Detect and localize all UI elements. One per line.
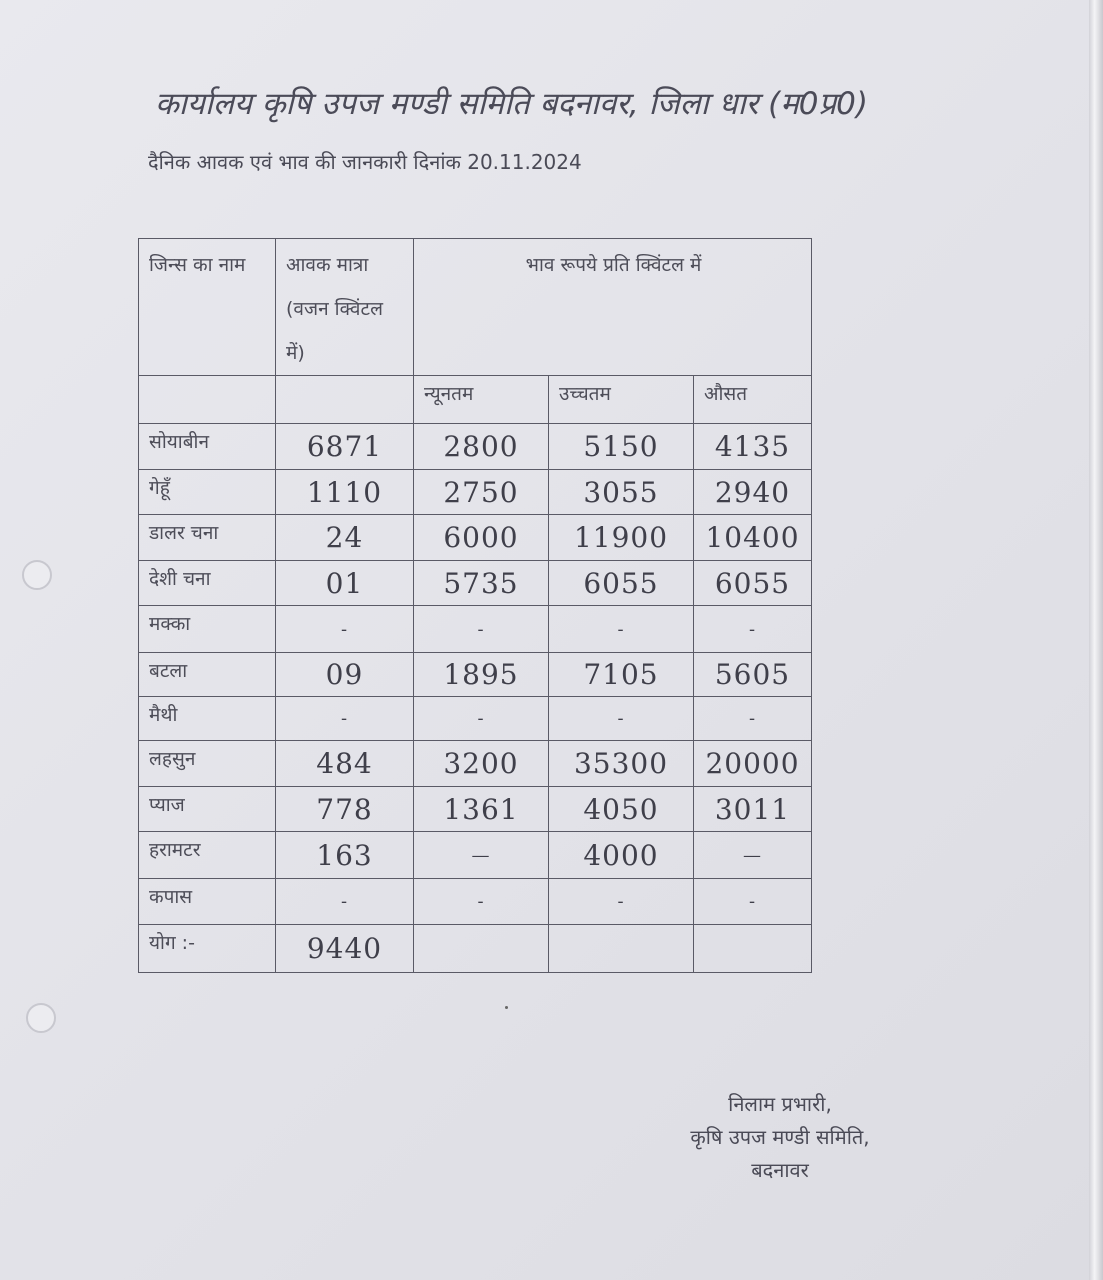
arrival-quantity: 09 [276, 653, 414, 697]
table-row [139, 697, 812, 741]
commodity-name: हरामटर [139, 832, 276, 879]
avg-price: 5605 [694, 653, 812, 697]
table-row [139, 470, 812, 515]
commodity-name: गेहूँ [139, 470, 276, 515]
header-empty-arrival [276, 376, 414, 424]
min-price: 1895 [414, 653, 549, 697]
max-price: 5150 [549, 424, 694, 470]
avg-price: - [694, 879, 812, 925]
table-row [139, 879, 812, 925]
header-arrival-quantity: आवक मात्रा (वजन क्विंटल में) [276, 239, 414, 376]
commodity-name: डालर चना [139, 515, 276, 561]
max-price: - [549, 879, 694, 925]
commodity-rows [139, 424, 812, 925]
signature-line-3: बदनावर [751, 1158, 809, 1182]
max-price: 7105 [549, 653, 694, 697]
signature-line-1: निलाम प्रभारी, [728, 1092, 832, 1116]
min-price: - [414, 879, 549, 925]
table-row [139, 787, 812, 832]
table-row [139, 606, 812, 653]
price-table [138, 238, 812, 973]
max-price: - [549, 606, 694, 653]
total-arrival: 9440 [276, 925, 414, 973]
avg-price: 10400 [694, 515, 812, 561]
table-row [139, 515, 812, 561]
commodity-name: मक्का [139, 606, 276, 653]
header-avg-price: औसत [694, 376, 812, 424]
avg-price: — [694, 832, 812, 879]
header-min-price: न्यूनतम [414, 376, 549, 424]
commodity-name: मैथी [139, 697, 276, 741]
avg-price: 4135 [694, 424, 812, 470]
commodity-name: लहसुन [139, 741, 276, 787]
avg-price: 3011 [694, 787, 812, 832]
total-empty-max [549, 925, 694, 973]
signature-block [650, 1088, 910, 1187]
min-price: 6000 [414, 515, 549, 561]
arrival-quantity: - [276, 879, 414, 925]
max-price: 11900 [549, 515, 694, 561]
arrival-quantity: 24 [276, 515, 414, 561]
max-price: 4050 [549, 787, 694, 832]
min-price: — [414, 832, 549, 879]
min-price: 2800 [414, 424, 549, 470]
max-price: - [549, 697, 694, 741]
ink-dot [505, 1006, 508, 1009]
avg-price: 2940 [694, 470, 812, 515]
arrival-quantity: 1110 [276, 470, 414, 515]
min-price: 2750 [414, 470, 549, 515]
arrival-quantity: 6871 [276, 424, 414, 470]
table-row [139, 653, 812, 697]
avg-price: 6055 [694, 561, 812, 606]
min-price: 1361 [414, 787, 549, 832]
total-empty-min [414, 925, 549, 973]
max-price: 3055 [549, 470, 694, 515]
header-commodity-name: जिन्स का नाम [139, 239, 276, 376]
table-row [139, 561, 812, 606]
report-subtitle: दैनिक आवक एवं भाव की जानकारी दिनांक 20.11.2024 [148, 150, 582, 174]
min-price: 5735 [414, 561, 549, 606]
page-edge [1089, 0, 1103, 1280]
table-row [139, 741, 812, 787]
avg-price: 20000 [694, 741, 812, 787]
header-max-price: उच्चतम [549, 376, 694, 424]
punch-hole-top [22, 560, 52, 590]
max-price: 35300 [549, 741, 694, 787]
arrival-quantity: 778 [276, 787, 414, 832]
max-price: 6055 [549, 561, 694, 606]
header-price-per-quintal: भाव रूपये प्रति क्विंटल में [414, 239, 812, 376]
min-price: - [414, 697, 549, 741]
commodity-name: प्याज [139, 787, 276, 832]
commodity-name: सोयाबीन [139, 424, 276, 470]
commodity-name: देशी चना [139, 561, 276, 606]
min-price: 3200 [414, 741, 549, 787]
commodity-name: बटला [139, 653, 276, 697]
arrival-quantity: - [276, 697, 414, 741]
min-price: - [414, 606, 549, 653]
arrival-quantity: 163 [276, 832, 414, 879]
arrival-quantity: 484 [276, 741, 414, 787]
avg-price: - [694, 606, 812, 653]
table-row [139, 832, 812, 879]
total-label: योग :- [139, 925, 276, 973]
header-empty-name [139, 376, 276, 424]
arrival-quantity: 01 [276, 561, 414, 606]
total-row [139, 925, 812, 973]
avg-price: - [694, 697, 812, 741]
total-empty-avg [694, 925, 812, 973]
table-row [139, 424, 812, 470]
signature-line-2: कृषि उपज मण्डी समिति, [690, 1125, 870, 1149]
office-title: कार्यालय कृषि उपज मण्डी समिति बदनावर, जिला धार (म0प्र0) [155, 86, 868, 122]
arrival-quantity: - [276, 606, 414, 653]
commodity-name: कपास [139, 879, 276, 925]
punch-hole-bottom [26, 1003, 56, 1033]
max-price: 4000 [549, 832, 694, 879]
